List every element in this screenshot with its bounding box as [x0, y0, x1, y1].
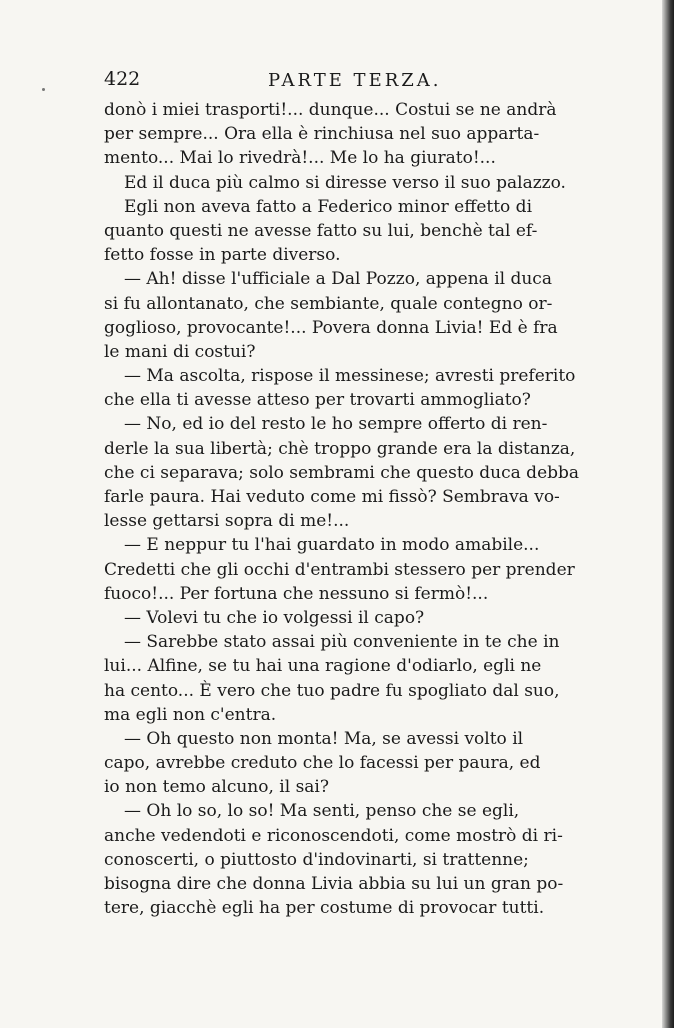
text-line: io non temo alcuno, il sai?: [104, 777, 329, 798]
text-line: che ella ti avesse atteso per trovarti ammogliato?: [104, 390, 531, 411]
text-line: — Ma ascolta, rispose il messinese; avresti preferito: [124, 366, 576, 387]
text-line: derle la sua libertà; chè troppo grande era la distanza,: [104, 438, 576, 459]
text-line: le mani di costui?: [104, 341, 256, 362]
text-line: lesse gettarsi sopra di me!...: [104, 511, 350, 532]
page-number: 422: [104, 68, 141, 90]
text-line: — No, ed io del resto le ho sempre offerto di ren-: [124, 414, 548, 435]
text-line: — Ah! disse l'ufficiale a Dal Pozzo, appena il duca: [124, 269, 552, 290]
text-line: ha cento... È vero che tuo padre fu spogliato dal suo,: [104, 680, 560, 701]
text-line: bisogna dire che donna Livia abbia su lui un gran po-: [104, 874, 564, 894]
text-line: fetto fosse in parte diverso.: [104, 245, 341, 266]
text-line: fuoco!... Per fortuna che nessuno si fermò!...: [104, 583, 489, 604]
text-line: — Volevi tu che io volgessi il capo?: [124, 607, 425, 628]
text-line: si fu allontanato, che sembiante, quale contegno or-: [104, 293, 553, 314]
text-line: donò i miei trasporti!... dunque... Costui se ne andrà: [104, 100, 557, 120]
text-line: conoscerti, o piuttosto d'indovinarti, si trattenne;: [104, 849, 529, 870]
body-text: [104, 98, 604, 920]
text-line: ma egli non c'entra.: [104, 704, 277, 725]
text-line: Egli non aveva fatto a Federico minor effetto di: [124, 196, 532, 217]
text-line: lui... Alfine, se tu hai una ragione d'odiarlo, egli ne: [104, 656, 542, 677]
text-line: che ci separava; solo sembrami che questo duca debba: [104, 462, 580, 483]
text-line: anche vedendoti e riconoscendoti, come mostrò di ri-: [104, 825, 563, 846]
text-line: mento... Mai lo rivedrà!... Me lo ha giurato!...: [104, 148, 496, 169]
text-line: Ed il duca più calmo si diresse verso il suo palazzo.: [124, 172, 566, 193]
text-line: — Sarebbe stato assai più conveniente in te che in: [124, 632, 560, 653]
text-line: tere, giacchè egli ha per costume di provocar tutti.: [104, 898, 545, 919]
page-header: [104, 66, 600, 96]
text-line: capo, avrebbe creduto che lo facessi per paura, ed: [104, 753, 541, 774]
speck-mark: [42, 88, 45, 91]
text-line: Credetti che gli occhi d'entrambi stessero per prender: [104, 559, 575, 580]
book-spine-edge: [662, 0, 674, 1028]
text-line: goglioso, provocante!... Povera donna Livia! Ed è fra: [104, 317, 558, 338]
text-line: — Oh questo non monta! Ma, se avessi volto il: [124, 728, 524, 749]
text-line: — E neppur tu l'hai guardato in modo amabile...: [124, 535, 540, 556]
text-line: farle paura. Hai veduto come mi fissò? Sembrava vo-: [104, 487, 560, 507]
running-head: PARTE TERZA.: [268, 70, 442, 91]
text-line: per sempre... Ora ella è rinchiusa nel suo apparta-: [104, 124, 540, 145]
text-line: quanto questi ne avesse fatto su lui, benchè tal ef-: [104, 220, 538, 241]
text-line: — Oh lo so, lo so! Ma senti, penso che se egli,: [124, 801, 520, 822]
